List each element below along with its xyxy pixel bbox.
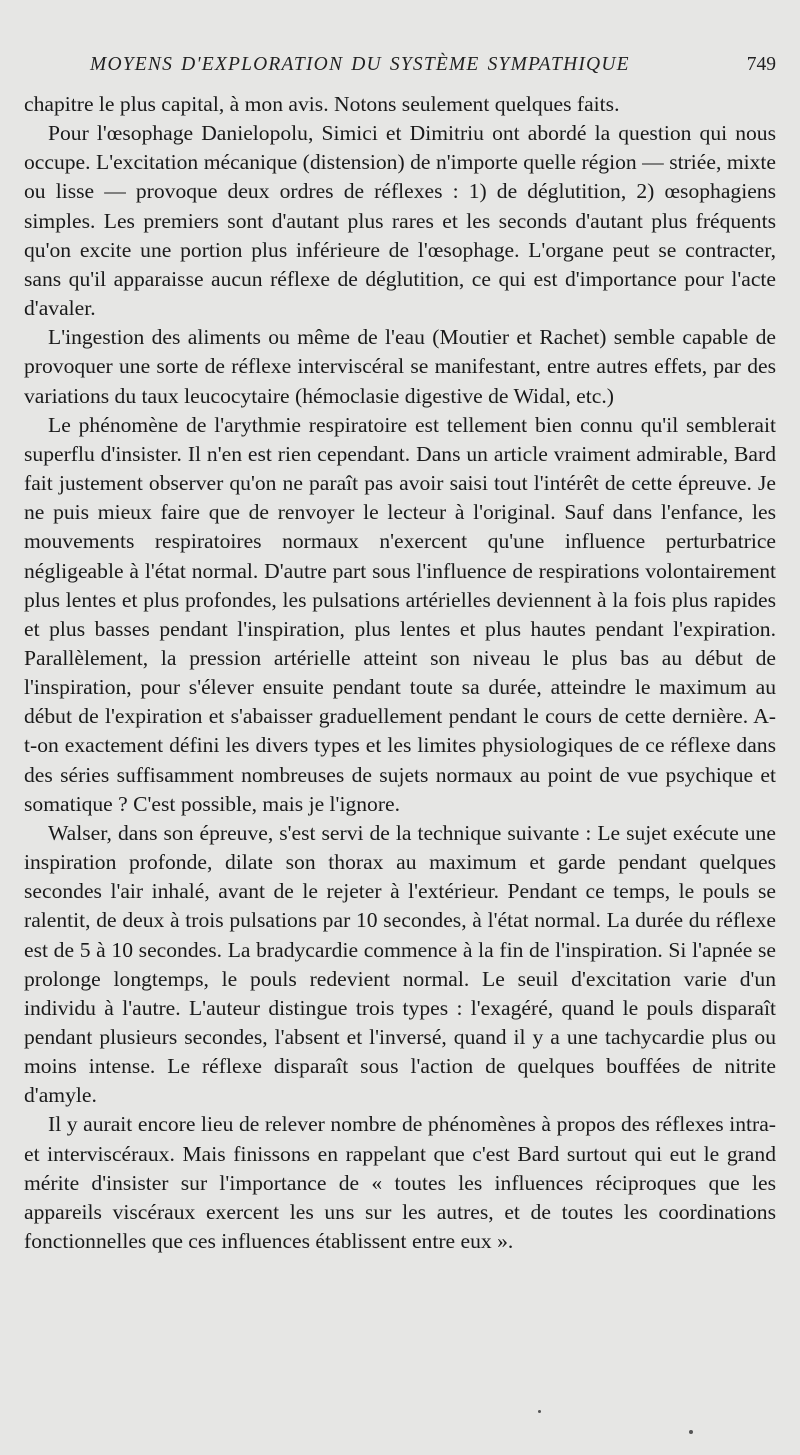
page-number: 749 [746, 54, 776, 75]
paragraph-ingestion: L'ingestion des aliments ou même de l'eau (Moutier et Rachet) semble capable de provoquer une sorte de réflexe interviscéral se manifestant, entre autres effets, par des variations du taux leucocytaire (hémoclasie digestive de Widal, etc.) [24, 325, 776, 408]
paragraph-conclusion: Il y aurait encore lieu de relever nombre de phénomènes à propos des réflexes intra-et interviscéraux. Mais finissons en rappelant que c'est Bard surtout qui eut le grand mérite d'insister sur l'importance de « toutes les influences réciproques que les appareils viscéraux exercent les uns sur les autres, et de toutes les coordinations fonctionnelles que ces influences établissent entre eux ». [24, 1112, 776, 1254]
paragraph-walser: Walser, dans son épreuve, s'est servi de la technique suivante : Le sujet exécute une inspiration profonde, dilate son thorax au maximum et garde pendant quelques secondes l'air inhalé, avant de le rejeter à l'extérieur. Pendant ce temps, le pouls se ralentit, de deux à trois pulsations par 10 secondes, à l'état normal. La durée du réflexe est de 5 à 10 secondes. La bradycardie commence à la fin de l'inspiration. Si l'apnée se prolonge longtemps, le pouls redevient normal. Le seuil d'excitation varie d'un individu à l'autre. L'auteur distingue trois types : l'exagéré, quand le pouls disparaît pendant plusieurs secondes, l'absent et l'inversé, quand il y a une tachycardie plus ou moins intense. Le réflexe disparaît sous l'action de quelques bouffées de nitrite d'amyle. [24, 820, 776, 1108]
paper-speck [689, 1430, 693, 1434]
paragraph-continuation: chapitre le plus capital, à mon avis. Notons seulement quelques faits. [24, 92, 620, 116]
paragraph-oesophage: Pour l'œsophage Danielopolu, Simici et Dimitriu ont abordé la question qui nous occupe. L'excitation mécanique (distension) de n'importe quelle région — striée, mixte ou lisse — provoque deux ordres de réflexes : 1) de déglutition, 2) œsophagiens simples. Les premiers sont d'autant plus rares et les seconds d'autant plus fréquents qu'on excite une portion plus inférieure de l'œsophage. L'organe peut se contracter, sans qu'il apparaisse aucun réflexe de déglutition, ce qui est d'importance pour l'acte d'avaler. [24, 121, 776, 321]
paper-speck [538, 1410, 541, 1413]
text-body [24, 90, 776, 1256]
paragraph-arythmie-respiratoire: Le phénomène de l'arythmie respiratoire est tellement bien connu qu'il semblerait superflu d'insister. Il n'en est rien cependant. Dans un article vraiment admirable, Bard fait justement observer qu'on ne paraît pas avoir saisi tout l'intérêt de cette épreuve. Je ne puis mieux faire que de renvoyer le lecteur à l'original. Sauf dans l'enfance, les mouvements respiratoires normaux n'exercent qu'une influence perturbatrice négligeable à l'état normal. D'autre part sous l'influence de respirations volontairement plus lentes et plus profondes, les pulsations artérielles deviennent à la fois plus rapides et plus basses pendant l'inspiration, plus lentes et plus hautes pendant l'expiration. Parallèlement, la pression artérielle atteint son niveau le plus bas au début de l'inspiration, pour s'élever ensuite pendant toute sa durée, atteindre le maximum au début de l'expiration et s'abaisser graduellement pendant le cours de cette dernière. A-t-on exactement défini les divers types et les limites physiologiques de ce réflexe dans des séries suffisamment nombreuses de sujets normaux au point de vue psychique et somatique ? C'est possible, mais je l'ignore. [24, 412, 776, 816]
running-title: MOYENS D'EXPLORATION DU SYSTÈME SYMPATHIQUE [90, 54, 630, 75]
running-head [30, 54, 780, 84]
